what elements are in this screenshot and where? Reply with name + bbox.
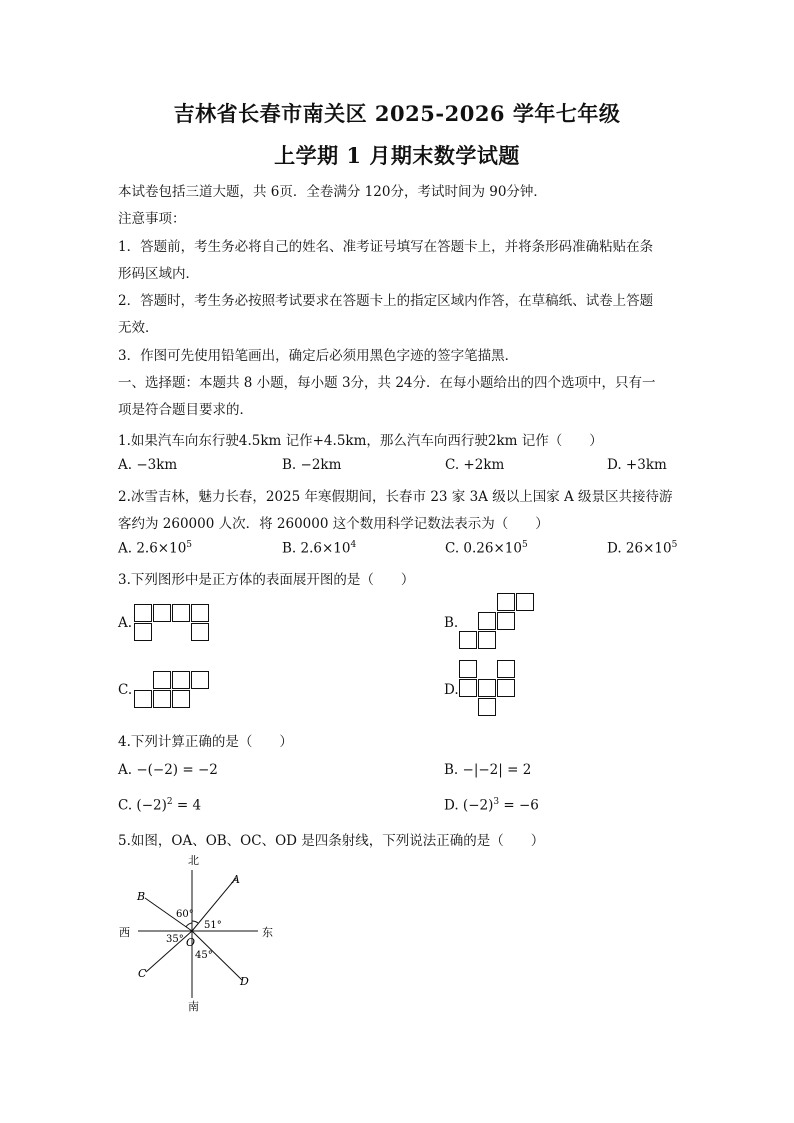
- intro-text: 本试卷包括三道大题，共 6页．全卷满分 120分，考试时间为 90分钟．: [118, 184, 547, 200]
- notice-item-3: 3．作图可先使用铅笔画出，确定后必须用黑色字迹的签字笔描黑．: [118, 348, 519, 364]
- q5-angle-a: 51°: [204, 920, 222, 931]
- q5-angle-b: 60°: [176, 909, 194, 920]
- q2-option-a: A. $2.6\times 10^5$: [118, 540, 193, 557]
- notice-item-2b: 无效．: [118, 320, 159, 336]
- q3-label-a: A.: [118, 615, 133, 631]
- q1-option-c: C. +2km: [445, 457, 505, 473]
- q5-label-east: 东: [262, 926, 273, 939]
- notice-heading: 注意事项：: [118, 211, 186, 227]
- q1-option-d: D. +3km: [607, 457, 667, 473]
- q5-point-o: O: [186, 936, 196, 949]
- q4-option-a: A. −(−2) = −2: [118, 762, 218, 778]
- q4-option-b: B. −|−2| = 2: [444, 762, 532, 778]
- q2-option-d: D. $26\times 10^5$: [607, 540, 678, 557]
- q1-stem: 1.如果汽车向东行驶4.5km 记作+4.5km，那么汽车向西行驶2km 记作（ ）: [118, 433, 603, 449]
- q5-point-c: C: [138, 967, 147, 980]
- q1-option-b: B. −2km: [282, 457, 342, 473]
- q4-option-d: D. $(-2)^3 = -6$: [444, 797, 539, 814]
- q5-direction-figure: [110, 850, 290, 1015]
- q3-label-b: B.: [444, 615, 459, 631]
- section1-heading-a: 一、选择题：本题共 8 小题，每小题 3分，共 24分．在每小题给出的四个选项中，只有一: [118, 375, 656, 391]
- q1-option-a: A. −3km: [118, 457, 178, 473]
- page-title-line2: 上学期 1 月期末数学试题: [274, 143, 520, 168]
- q5-label-west: 西: [119, 926, 130, 939]
- q5-angle-c: 35°: [166, 934, 184, 945]
- notice-item-2a: 2．答题时，考生务必按照考试要求在答题卡上的指定区域内作答，在草稿纸、试卷上答题: [118, 293, 654, 309]
- q5-label-south: 南: [188, 1000, 199, 1013]
- q3-label-d: D.: [444, 682, 459, 698]
- q5-point-d: D: [240, 975, 249, 988]
- notice-item-1a: 1．答题前，考生务必将自己的姓名、准考证号填写在答题卡上，并将条形码准确粘贴在条: [118, 239, 654, 255]
- q3-stem: 3.下列图形中是正方体的表面展开图的是（ ）: [118, 572, 415, 588]
- q4-option-c: C. $(-2)^2 = 4$: [118, 797, 202, 814]
- q3-label-c: C.: [118, 682, 133, 698]
- q2-stem-b: 客约为 260000 人次．将 260000 这个数用科学记数法表示为（ ）: [118, 516, 549, 532]
- q5-point-a: A: [232, 873, 240, 886]
- q5-point-b: B: [137, 890, 146, 903]
- q5-label-north: 北: [188, 854, 199, 867]
- q5-angle-d: 45°: [195, 950, 213, 961]
- page-title-line1: 吉林省长春市南关区 2025-2026 学年七年级: [173, 101, 621, 126]
- section1-heading-b: 项是符合题目要求的．: [118, 402, 253, 418]
- notice-item-1b: 形码区域内．: [118, 266, 199, 282]
- q4-stem: 4.下列计算正确的是（ ）: [118, 734, 293, 750]
- q2-option-c: C. $0.26\times 10^5$: [445, 540, 528, 557]
- q2-option-b: B. $2.6\times 10^4$: [282, 540, 357, 557]
- q5-stem: 5.如图，OA、OB、OC、OD 是四条射线，下列说法正确的是（ ）: [118, 833, 545, 849]
- q2-stem-a: 2.冰雪吉林，魅力长春，2025 年寒假期间，长春市 23 家 3A 级以上国家 A 级景区共接待游: [118, 489, 673, 505]
